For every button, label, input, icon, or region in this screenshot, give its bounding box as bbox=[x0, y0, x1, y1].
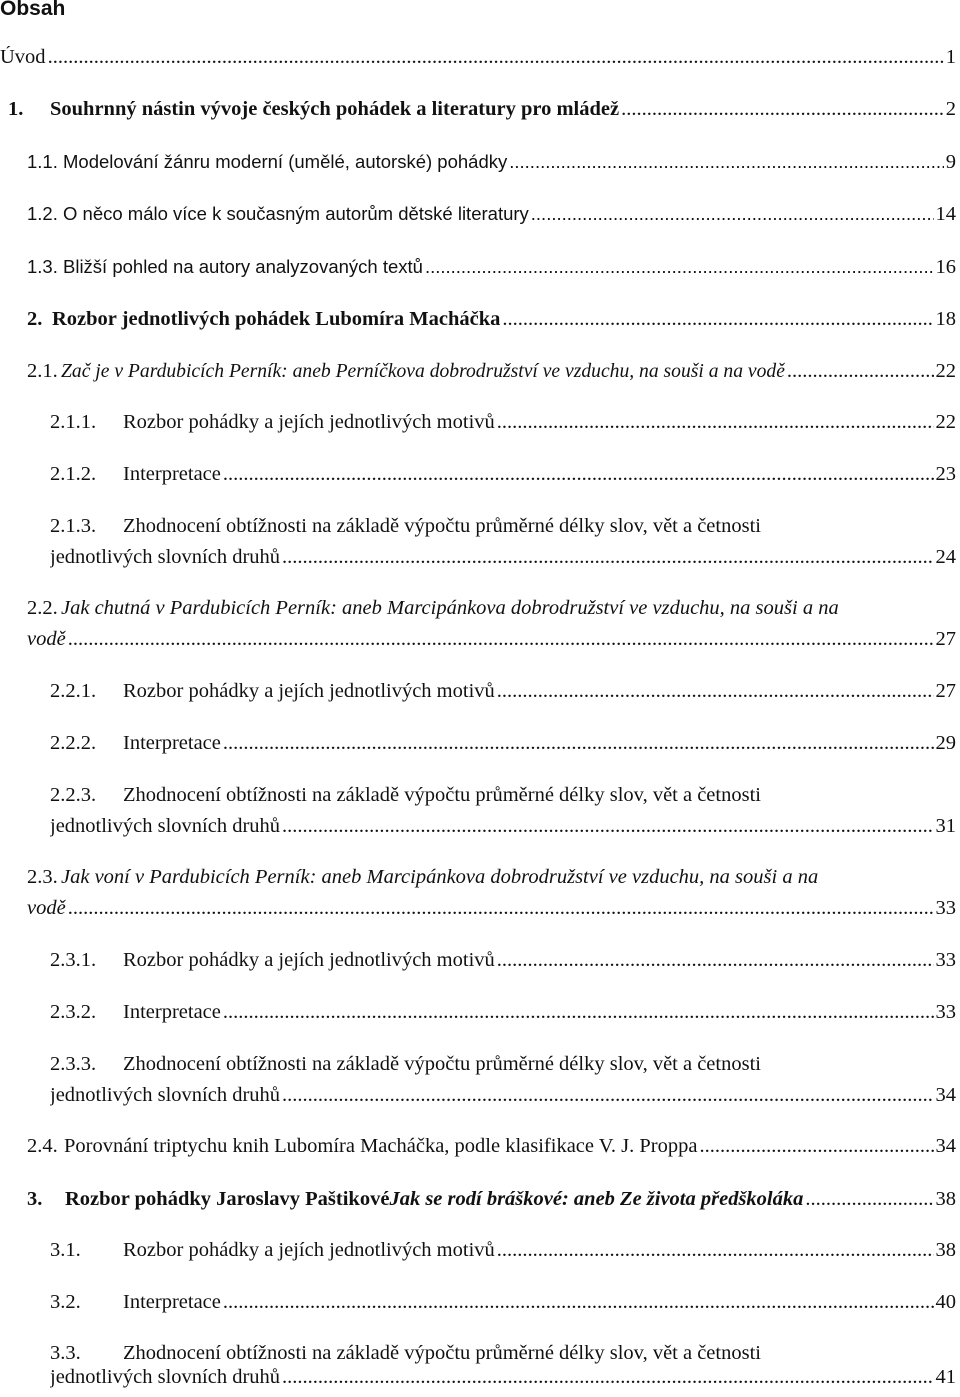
toc-leader-dots bbox=[223, 732, 934, 755]
toc-entry-number: 2. bbox=[27, 308, 43, 330]
toc-entry-title: Zač je v Pardubicích Perník: aneb Perníčkova dobrodružství ve vzduchu, na souši a na vodě bbox=[61, 361, 785, 382]
toc-entry-3-3[interactable] bbox=[50, 1366, 960, 1396]
toc-entry-title-line1: Zhodnocení obtížnosti na základě výpočtu průměrné délky slov, vět a četnosti bbox=[123, 515, 761, 537]
toc-page-number: 22 bbox=[935, 360, 956, 382]
toc-entry-2-2-first-line[interactable] bbox=[27, 597, 957, 620]
toc-leader-dots bbox=[699, 1135, 933, 1158]
toc-leader-dots bbox=[531, 203, 934, 225]
toc-entry-title: vodě bbox=[27, 628, 66, 650]
toc-page-number: 41 bbox=[935, 1366, 956, 1388]
toc-entry-number: 2.1.2. bbox=[50, 463, 97, 485]
toc-entry-title: jednotlivých slovních druhů bbox=[50, 815, 281, 837]
toc-entry-title: Rozbor pohádky Jaroslavy Paštikové bbox=[65, 1188, 390, 1210]
toc-entry-number: 2.4. bbox=[27, 1135, 58, 1157]
toc-page-number: 33 bbox=[935, 1001, 956, 1023]
toc-leader-dots bbox=[282, 1366, 933, 1389]
toc-leader-dots bbox=[509, 151, 944, 173]
toc-entry-number: 2.1.3. bbox=[50, 515, 97, 537]
toc-page-number: 9 bbox=[945, 151, 956, 173]
toc-leader-dots bbox=[497, 680, 934, 703]
toc-entry-title: Rozbor pohádky a jejích jednotlivých motivů bbox=[123, 680, 495, 702]
toc-leader-dots bbox=[223, 1001, 934, 1024]
toc-entry-title: Souhrnný nástin vývoje českých pohádek a literatury pro mládež bbox=[50, 98, 620, 120]
toc-entry-3-1[interactable] bbox=[50, 1239, 960, 1269]
toc-entry-3[interactable] bbox=[27, 1188, 960, 1218]
toc-heading: Obsah bbox=[0, 0, 66, 20]
toc-entry-number: 3.1. bbox=[50, 1239, 81, 1261]
toc-page-number: 29 bbox=[935, 732, 956, 754]
toc-leader-dots bbox=[497, 949, 934, 972]
toc-page-number: 40 bbox=[935, 1291, 956, 1313]
toc-page-number: 14 bbox=[935, 203, 956, 225]
toc-entry-1-3[interactable] bbox=[27, 256, 960, 286]
toc-leader-dots bbox=[787, 360, 934, 383]
toc-entry-number: 2.3.2. bbox=[50, 1001, 97, 1023]
toc-page-number: 23 bbox=[935, 463, 956, 485]
toc-entry-number: 2.2.2. bbox=[50, 732, 97, 754]
toc-entry-number: 2.3.1. bbox=[50, 949, 97, 971]
toc-leader-dots bbox=[68, 628, 934, 651]
toc-entry-title-line1: Zhodnocení obtížnosti na základě výpočtu průměrné délky slov, vět a četnosti bbox=[123, 784, 761, 806]
toc-entry-title: Interpretace bbox=[123, 1001, 221, 1023]
toc-entry-2-2-3[interactable] bbox=[50, 815, 960, 845]
toc-entry-2-2-2[interactable] bbox=[50, 732, 960, 762]
toc-entry-3-2[interactable] bbox=[50, 1291, 960, 1321]
toc-entry-2-1-2[interactable] bbox=[50, 463, 960, 493]
toc-page-number: 34 bbox=[935, 1084, 956, 1106]
toc-entry-title: Úvod bbox=[0, 46, 46, 68]
toc-entry-1-2[interactable] bbox=[27, 203, 960, 233]
toc-entry-title: Rozbor pohádky a jejích jednotlivých motivů bbox=[123, 411, 495, 433]
toc-entry-2-3-2[interactable] bbox=[50, 1001, 960, 1031]
toc-entry-title: vodě bbox=[27, 897, 66, 919]
toc-entry-number: 2.2.1. bbox=[50, 680, 97, 702]
toc-leader-dots bbox=[68, 897, 934, 920]
toc-entry-title: Porovnání triptychu knih Lubomíra Macháčka, podle klasifikace V. J. Proppa bbox=[64, 1135, 698, 1157]
toc-entry-title: Modelování žánru moderní (umělé, autorské) pohádky bbox=[63, 151, 508, 172]
toc-entry-number: 2.3.3. bbox=[50, 1053, 97, 1075]
toc-entry-uvod[interactable] bbox=[0, 46, 960, 76]
toc-leader-dots bbox=[425, 256, 934, 278]
toc-entry-number: 1. bbox=[8, 98, 24, 120]
toc-page-number: 22 bbox=[935, 411, 956, 433]
toc-entry-title: jednotlivých slovních druhů bbox=[50, 546, 281, 568]
toc-page-number: 1 bbox=[945, 46, 956, 68]
toc-leader-dots bbox=[282, 815, 933, 838]
toc-entry-title: jednotlivých slovních druhů bbox=[50, 1084, 281, 1106]
toc-entry-number: 1.3. bbox=[27, 256, 58, 277]
toc-entry-number: 3. bbox=[27, 1188, 43, 1210]
toc-page-number: 33 bbox=[935, 949, 956, 971]
toc-entry-title-italic: Jak se rodí bráškové: aneb Ze života předškoláka bbox=[389, 1188, 804, 1210]
toc-entry-2-4[interactable] bbox=[27, 1135, 960, 1165]
toc-entry-2-1-3-first-line[interactable] bbox=[50, 515, 960, 538]
toc-entry-number: 1.2. bbox=[27, 203, 58, 224]
toc-entry-number: 3.2. bbox=[50, 1291, 81, 1313]
toc-page-number: 38 bbox=[935, 1239, 956, 1261]
toc-entry-2-2-3-first-line[interactable] bbox=[50, 784, 960, 807]
toc-page-number: 27 bbox=[935, 680, 956, 702]
toc-entry-title-line1: Jak chutná v Pardubicích Perník: aneb Marcipánkova dobrodružství ve vzduchu, na souši a na bbox=[61, 597, 839, 619]
toc-entry-1[interactable] bbox=[8, 98, 960, 128]
toc-entry-title: Bližší pohled na autory analyzovaných textů bbox=[63, 256, 423, 277]
toc-leader-dots bbox=[223, 463, 934, 486]
toc-entry-2-2-1[interactable] bbox=[50, 680, 960, 710]
toc-entry-number: 3.3. bbox=[50, 1342, 81, 1364]
toc-entry-3-3-first-line[interactable] bbox=[50, 1342, 960, 1365]
toc-entry-2-2[interactable] bbox=[27, 628, 960, 658]
toc-leader-dots bbox=[497, 1239, 934, 1262]
toc-page-number: 24 bbox=[935, 546, 956, 568]
toc-entry-2-1-3[interactable] bbox=[50, 546, 960, 576]
toc-page-number: 18 bbox=[935, 308, 956, 330]
toc-entry-2-3-3-first-line[interactable] bbox=[50, 1053, 960, 1076]
toc-entry-number: 1.1. bbox=[27, 151, 58, 172]
toc-page-number: 31 bbox=[935, 815, 956, 837]
toc-entry-title: O něco málo více k současným autorům dětské literatury bbox=[63, 203, 529, 224]
toc-entry-1-1[interactable] bbox=[27, 151, 960, 181]
toc-page-number: 27 bbox=[935, 628, 956, 650]
toc-leader-dots bbox=[282, 1084, 933, 1107]
toc-entry-number: 2.2. bbox=[27, 597, 58, 619]
toc-leader-dots bbox=[282, 546, 933, 569]
toc-page-number: 38 bbox=[935, 1188, 956, 1210]
toc-entry-number: 2.1.1. bbox=[50, 411, 97, 433]
toc-entry-title: Interpretace bbox=[123, 463, 221, 485]
toc-entry-number: 2.2.3. bbox=[50, 784, 97, 806]
toc-entry-title: Rozbor pohádky a jejích jednotlivých motivů bbox=[123, 1239, 495, 1261]
toc-leader-dots bbox=[497, 411, 934, 434]
toc-entry-2[interactable] bbox=[27, 308, 960, 338]
toc-page-number: 33 bbox=[935, 897, 956, 919]
toc-page-number: 2 bbox=[945, 98, 956, 120]
toc-entry-2-3[interactable] bbox=[27, 897, 960, 927]
toc-entry-title: Interpretace bbox=[123, 732, 221, 754]
toc-entry-title: Interpretace bbox=[123, 1291, 221, 1313]
toc-page-number: 16 bbox=[935, 256, 956, 278]
toc-entry-title-line1: Zhodnocení obtížnosti na základě výpočtu průměrné délky slov, vět a četnosti bbox=[123, 1053, 761, 1075]
toc-entry-title: Rozbor pohádky a jejích jednotlivých motivů bbox=[123, 949, 495, 971]
toc-entry-title: Rozbor jednotlivých pohádek Lubomíra Macháčka bbox=[52, 308, 501, 330]
toc-entry-title: jednotlivých slovních druhů bbox=[50, 1366, 281, 1388]
toc-leader-dots bbox=[48, 46, 944, 69]
toc-entry-number: 2.1. bbox=[27, 360, 58, 382]
toc-entry-number: 2.3. bbox=[27, 866, 58, 888]
toc-leader-dots bbox=[805, 1188, 933, 1211]
toc-leader-dots bbox=[502, 308, 933, 331]
toc-leader-dots bbox=[223, 1291, 934, 1314]
toc-entry-2-1[interactable] bbox=[27, 360, 960, 390]
toc-entry-2-3-3[interactable] bbox=[50, 1084, 960, 1114]
toc-entry-title-line1: Zhodnocení obtížnosti na základě výpočtu průměrné délky slov, vět a četnosti bbox=[123, 1342, 761, 1364]
toc-entry-2-3-first-line[interactable] bbox=[27, 866, 957, 889]
toc-entry-2-1-1[interactable] bbox=[50, 411, 960, 441]
toc-entry-2-3-1[interactable] bbox=[50, 949, 960, 979]
toc-entry-title-line1: Jak voní v Pardubicích Perník: aneb Marcipánkova dobrodružství ve vzduchu, na souši a na bbox=[61, 866, 819, 888]
toc-page-number: 34 bbox=[935, 1135, 956, 1157]
toc-leader-dots bbox=[621, 98, 944, 121]
